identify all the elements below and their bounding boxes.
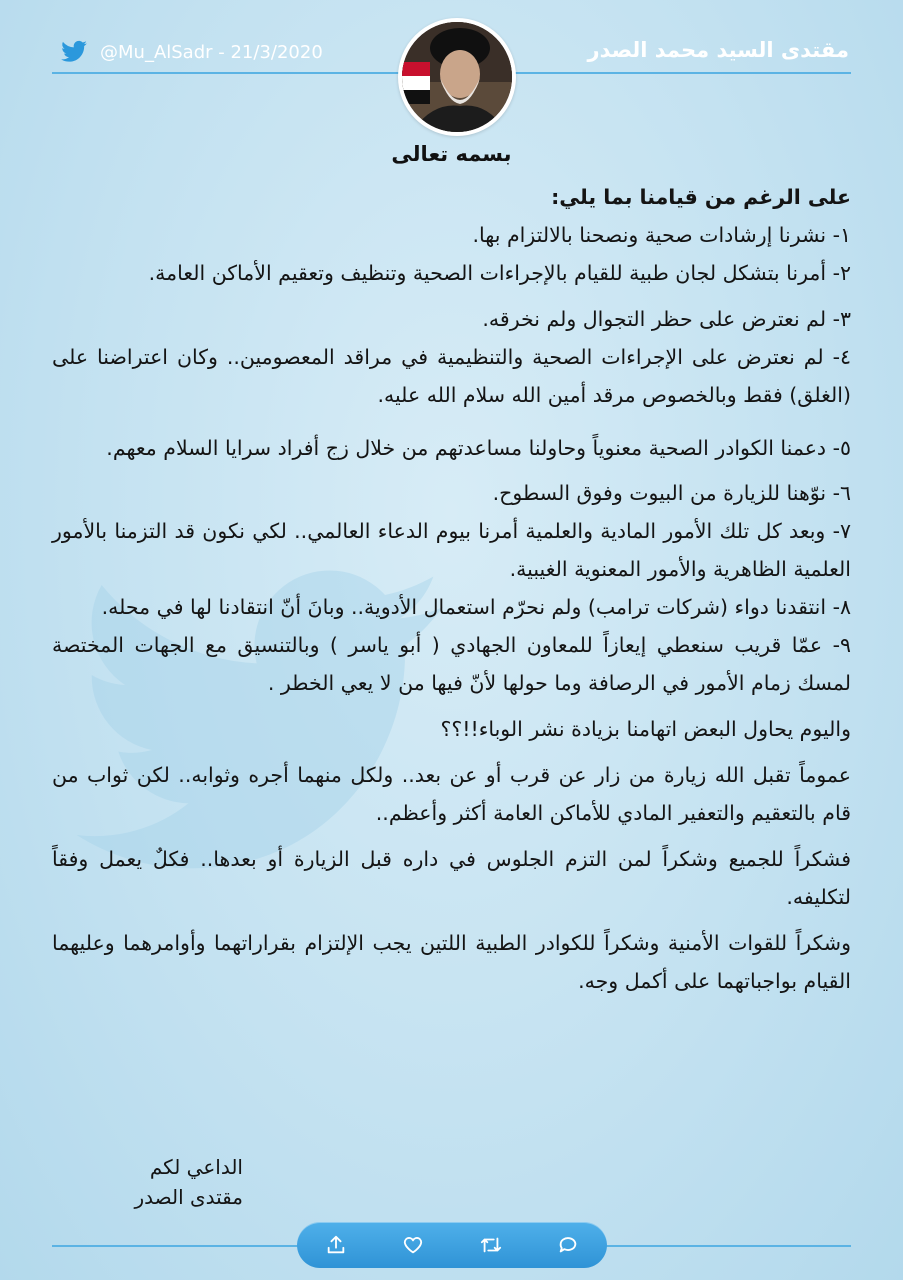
list-item: ٥- دعمنا الكوادر الصحية معنوياً وحاولنا مساعدتهم من خلال زج أفراد سرايا السلام معهم. (106, 436, 851, 460)
list-item: ١- نشرنا إرشادات صحية ونصحنا بالالتزام بها. (472, 223, 851, 247)
list-item: ٩- عمّا قريب سنعطي إيعازاً للمعاون الجهادي ( أبو ياسر ) وبالتنسيق مع الجهات المختصة لمسك زمام الأمور في الرصافة وما حولها لأنّ فيها من لا يعي الخطر . (52, 633, 851, 695)
signature (134, 1152, 243, 1212)
retweet-button[interactable] (476, 1230, 506, 1260)
list-item: ٢- أمرنا بتشكل لجان طبية للقيام بالإجراءات الصحية وتنظيف وتعقيم الأماكن العامة. (148, 261, 851, 285)
like-heart-icon (401, 1234, 425, 1256)
list-item: ٨- انتقدنا دواء (شركات ترامب) ولم نحرّم استعمال الأدوية.. وبانَ أنّ انتقادنا لها في محله. (101, 595, 851, 619)
like-button[interactable] (398, 1230, 428, 1260)
paragraph: وشكراً للقوات الأمنية وشكراً للكوادر الطبية اللتين يجب الإلتزام بقراراتهما وأوامرهما وعليهما القيام بواجباتهما على أكمل وجه. (52, 931, 851, 993)
paragraph: عموماً تقبل الله زيارة من زار عن قرب أو عن بعد.. ولكل منهما أجره وثوابه.. لكن ثواب من قام بالتعقيم والتعفير المادي للأماكن العامة أكثر وأعظم.. (52, 763, 851, 825)
reply-button[interactable] (553, 1230, 583, 1260)
statement-body (52, 178, 851, 1000)
list-item: ٤- لم نعترض على الإجراءات الصحية والتنظيمية في مراقد المعصومين.. وكان اعتراضنا على (الغلق) فقط وبالخصوص مرقد أمين الله سلام الله عليه. (52, 345, 851, 407)
reply-icon (556, 1234, 580, 1256)
share-button[interactable] (321, 1230, 351, 1260)
handle-area (58, 38, 323, 66)
twitter-handle-date: @Mu_AlSadr - 21/3/2020 (100, 41, 323, 63)
question-line: واليوم يحاول البعض اتهامنا بزيادة نشر الوباء!!؟؟ (440, 717, 851, 741)
list-item: ٧- وبعد كل تلك الأمور المادية والعلمية أمرنا بيوم الدعاء العالمي.. لكي نكون قد التزمنا بالأمور العلمية الظاهرية والأمور المعنوية الغيبية. (52, 519, 851, 581)
retweet-icon (478, 1234, 504, 1256)
signature-line: الداعي لكم (149, 1155, 243, 1179)
list-item: ٣- لم نعترض على حظر التجوال ولم نخرقه. (482, 307, 851, 331)
tweet-header (0, 0, 903, 170)
tweet-actions-bar (297, 1222, 607, 1268)
avatar[interactable] (398, 18, 516, 136)
list-item: ٦- نوّهنا للزيارة من البيوت وفوق السطوح. (492, 481, 851, 505)
basmala-heading: بسمه تعالى (391, 142, 512, 166)
paragraph: فشكراً للجميع وشكراً لمن التزم الجلوس في داره قبل الزيارة أو بعدها.. فكلٌ يعمل وفقاً لتكليفه. (52, 847, 851, 909)
author-name: مقتدى السيد محمد الصدر (587, 38, 849, 62)
twitter-bird-icon (58, 38, 90, 66)
share-icon (325, 1234, 347, 1256)
intro-line: على الرغم من قيامنا بما يلي: (551, 185, 851, 209)
signature-name: مقتدى الصدر (134, 1185, 243, 1209)
avatar-portrait (402, 22, 512, 132)
